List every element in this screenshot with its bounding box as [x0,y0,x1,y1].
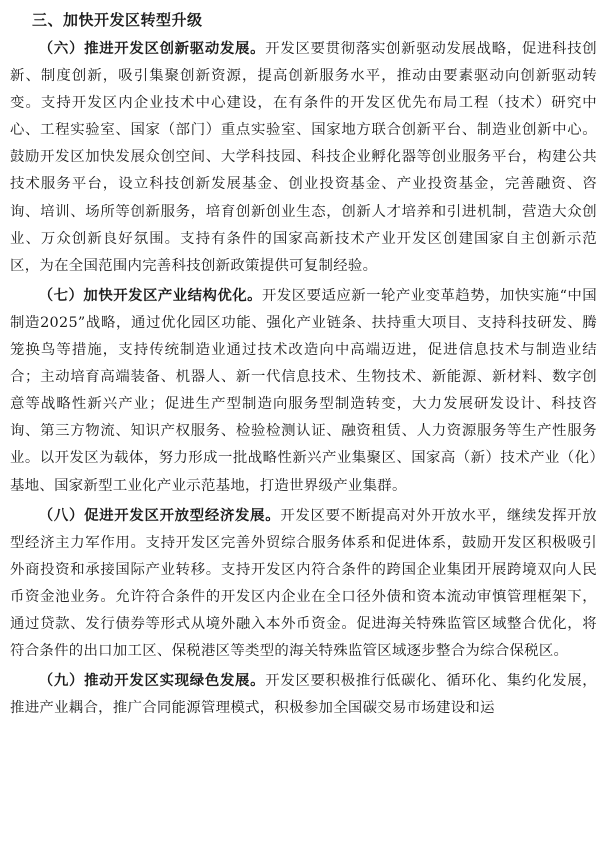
paragraph-lead: （八）促进开发区开放型经济发展。 [38,507,281,524]
paragraph-open-economy [10,503,597,666]
paragraph-industry-structure [10,283,597,500]
paragraph-body: 开发区要积极推行低碳化、循环化、集约化发展，推进产业耦合，推广合同能源管理模式，积极参加全国碳交易市场建设和运 [10,673,597,717]
paragraph-body: 开发区要不断提高对外开放水平，继续发挥开放型经济主力军作用。支持开发区完善外贸综合服务体系和促进体系，鼓励开发区积极吸引外商投资和承接国际产业转移。支持开发区内符合条件的跨国企业集团开展跨境双向人民币资金池业务。允许符合条件的开发区内企业在全口径外债和资本流动审慎管理框架下，通过贷款、发行债券等形式从境外融入本外币资金。促进海关特殊监管区域整合优化，将符合条件的出口加工区、保税港区等类型的海关特殊监管区域逐步整合为综合保税区。 [10,507,597,660]
paragraph-lead: （九）推动开发区实现绿色发展。 [38,673,266,690]
paragraph-body: 开发区要贯彻落实创新驱动发展战略，促进科技创新、制度创新，吸引集聚创新资源，提高创新服务水平，推动由要素驱动向创新驱动转变。支持开发区内企业技术中心建设，在有条件的开发区优先布局工程（技术）研究中心、工程实验室、国家（部门）重点实验室、国家地方联合创新平台、制造业创新中心。鼓励开发区加快发展众创空间、大学科技园、科技企业孵化器等创业服务平台，构建公共技术服务平台，设立科技创新发展基金、创业投资基金、产业投资基金，完善融资、咨询、培训、场所等创新服务，培育创新创业生态，创新人才培养和引进机制，营造大众创业、万众创新良好氛围。支持有条件的国家高新技术产业开发区创建国家自主创新示范区，为在全国范围内完善科技创新政策提供可复制经验。 [10,41,597,274]
paragraph-lead: （七）加快开发区产业结构优化。 [38,287,262,304]
paragraph-lead: （六）推进开发区创新驱动发展。 [38,41,266,57]
paragraph-green-development [10,668,597,722]
paragraph-innovation [10,36,597,280]
paragraph-body: 开发区要适应新一轮产业变革趋势，加快实施“中国制造2025”战略，通过优化园区功能、强化产业链条、扶持重大项目、支持科技研发、腾笼换鸟等措施，支持传统制造业通过技术改造向中高端迈进，促进信息技术与制造业结合；主动培育高端装备、机器人、新一代信息技术、生物技术、新能源、新材料、数字创意等战略性新兴产业；促进生产型制造向服务型制造转变，大力发展研发设计、科技咨询、第三方物流、知识产权服务、检验检测认证、融资租赁、人力资源服务等生产性服务业。以开发区为载体，努力形成一批战略性新兴产业集聚区、国家高（新）技术产业（化）基地、国家新型工业化产业示范基地，打造世界级产业集群。 [10,287,597,494]
section-heading: 三、加快开发区转型升级 [32,11,203,29]
